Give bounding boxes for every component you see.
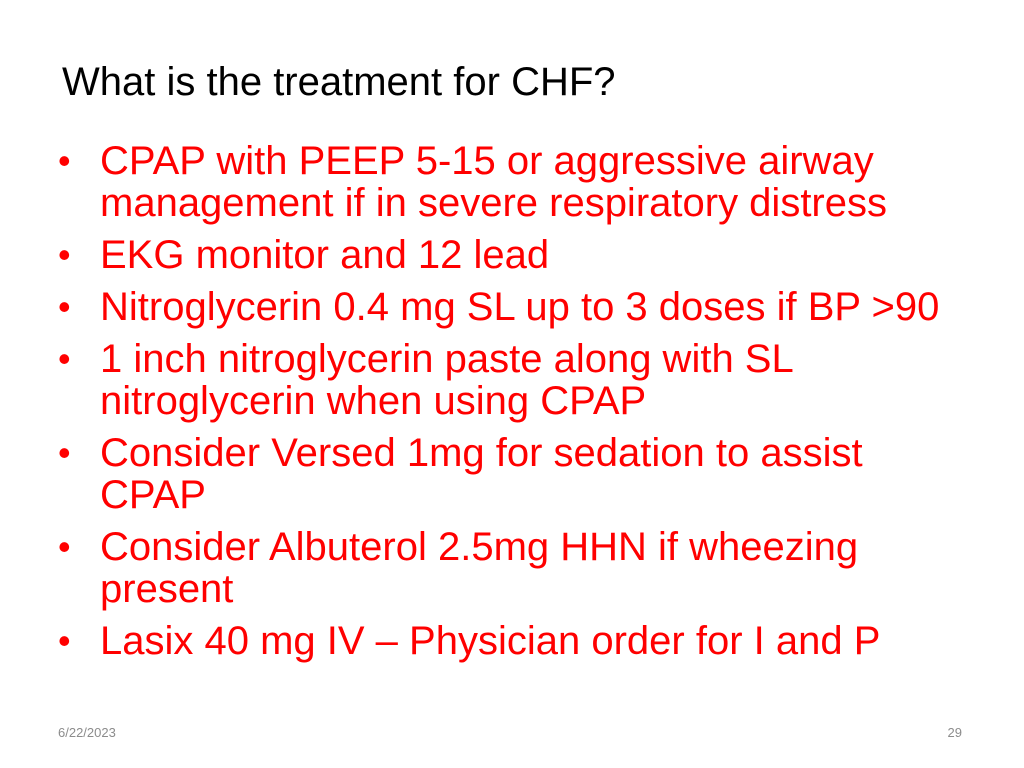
bullet-icon: • — [58, 620, 71, 661]
bullet-text: Lasix 40 mg IV – Physician order for I and P — [100, 619, 881, 663]
bullet-item — [58, 432, 958, 516]
bullet-item — [58, 234, 958, 276]
bullet-icon: • — [58, 526, 71, 567]
bullet-icon: • — [58, 338, 71, 379]
page-number: 29 — [947, 725, 962, 740]
bullet-text: CPAP with PEEP 5-15 or aggressive airway management if in severe respiratory distress — [100, 139, 887, 225]
bullet-icon: • — [58, 234, 71, 275]
bullet-icon: • — [58, 286, 71, 327]
slide-title: What is the treatment for CHF? — [62, 60, 616, 104]
bullet-icon: • — [58, 432, 71, 473]
bullet-item — [58, 620, 958, 662]
bullet-item — [58, 526, 958, 610]
bullet-text: Consider Versed 1mg for sedation to assist CPAP — [100, 431, 863, 517]
bullet-item — [58, 338, 958, 422]
bullet-text: EKG monitor and 12 lead — [100, 233, 550, 277]
bullet-icon: • — [58, 140, 71, 181]
bullet-text: Nitroglycerin 0.4 mg SL up to 3 doses if BP >90 — [100, 285, 940, 329]
bullet-list — [58, 140, 958, 672]
bullet-text: Consider Albuterol 2.5mg HHN if wheezing present — [100, 525, 859, 611]
bullet-item — [58, 286, 958, 328]
bullet-item — [58, 140, 958, 224]
footer-date: 6/22/2023 — [58, 725, 116, 740]
bullet-text: 1 inch nitroglycerin paste along with SL nitroglycerin when using CPAP — [100, 337, 793, 423]
